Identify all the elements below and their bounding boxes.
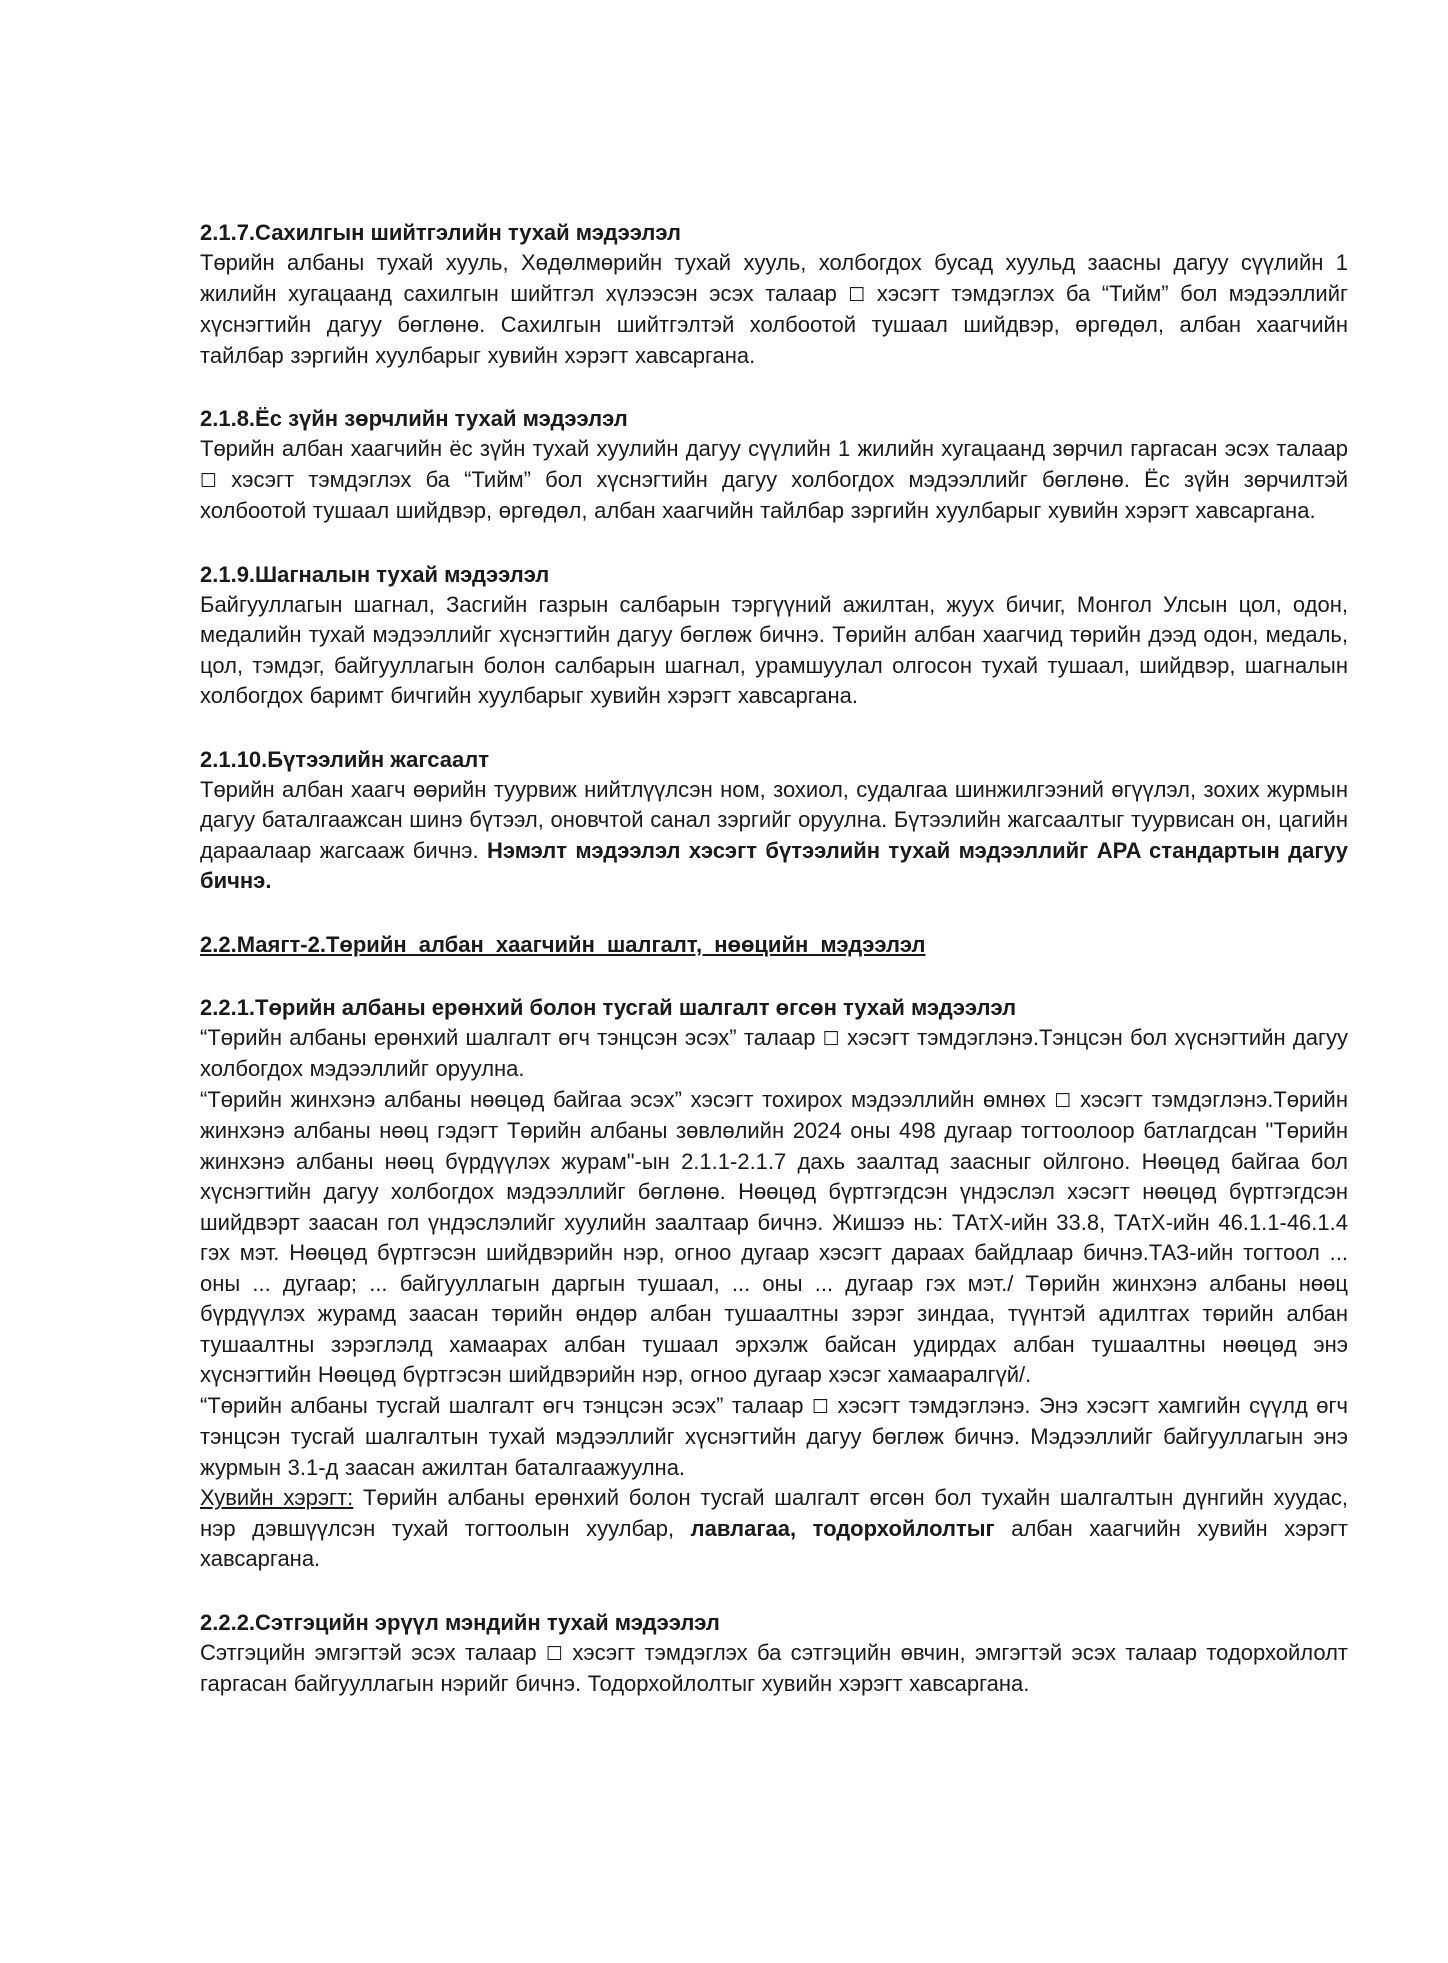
section-heading: 2.1.7.Сахилгын шийтгэлийн тухай мэдээлэл [200,220,681,245]
paragraph-text: “Төрийн албаны тусгай шалгалт өгч тэнцсэн эсэх” талаар [200,1392,812,1418]
checkbox-icon: ☐ [545,1642,564,1665]
checkbox-icon: ☐ [848,283,866,306]
paragraph-text: Төрийн албан хаагчийн ёс зүйн тухай хуулийн дагуу сүүлийн 1 жилийн хугацаанд зөрчил гаргасан эсэх талаар [200,436,1348,461]
checkbox-icon: ☐ [1054,1089,1072,1112]
paragraph-text: “Төрийн жинхэнэ албаны нөөцөд байгаа эсэх” хэсэгт тохирох мэдээллийн өмнөх [200,1086,1055,1112]
section-2-2-1 [200,993,1348,1575]
section-2-1-7 [200,218,1348,371]
paragraph-text: хэсэгт тэмдэглэнэ.Тэнцсэн бол хүснэгтийн дагуу холбогдох мэдээллийг оруулна. [200,1024,1348,1081]
section-paragraph [200,248,1348,371]
paragraph-text: хэсэгт тэмдэглэх ба “Тийм” бол хүснэгтийн дагуу холбогдох мэдээллийг бөглөнө. Ёс зүйн зөрчилтэй холбоотой тушаал шийдвэр, өргөдөл, албан хаагчийн тайлбар зэргийн хуулбарыг хувийн хэрэгт хавсаргана. [200,466,1348,523]
section-title-2-2: 2.2.Маягт-2.Төрийн албан хаагчийн шалгалт, нөөцийн мэдээлэл [200,931,926,957]
section-paragraph [200,1023,1348,1085]
paragraph-text: Сэтгэцийн эмгэгтэй эсэх талаар [200,1639,546,1665]
section-heading: 2.1.10.Бүтээлийн жагсаалт [200,746,489,772]
paragraph-text: хэсэгт тэмдэглэнэ. Энэ хэсэгт хамгийн сүүлд өгч тэнцсэн тусгай шалгалтын тухай мэдээллийг хүснэгтийн дагуу бөглөж бичнэ. Мэдээллийг байгууллагын энэ журмын 3.1-д заасан ажилтан баталгаажуулна. [200,1392,1348,1480]
section-paragraph [200,434,1348,527]
section-heading: 2.1.8.Ёс зүйн зөрчлийн тухай мэдээлэл [200,406,628,431]
section-heading: 2.2.1.Төрийн албаны ерөнхий болон тусгай шалгалт өгсөн тухай мэдээлэл [200,994,1017,1020]
paragraph-text: Төрийн албаны тухай хууль, Хөдөлмөрийн тухай хууль, холбогдох бусад хуульд заасны дагуу сүүлийн 1 жилийн хугацаанд сахилгын шийтгэл хүлээсэн эсэх талаар [200,250,1348,306]
section-heading: 2.1.9.Шагналын тухай мэдээлэл [200,561,550,587]
section-paragraph [200,1638,1348,1700]
paragraph-text: Төрийн албан хаагч өөрийн туурвиж нийтлүүлсэн ном, зохиол, судалгаа шинжилгээний өгүүлэл, зохих журмын дагуу баталгаажсан шинэ бүтээл, оновчтой санал зэргийг оруулна. Бүтээлийн жагсаалтыг туурвисан он, цагийн дараалаар жагсааж бичнэ. [200,776,1348,863]
paragraph-text: Төрийн албаны ерөнхий болон тусгай шалгалт өгсөн бол тухайн шалгалтын дүнгийн хуудас, нэр дэвшүүлсэн тухай тогтоолын хуулбар, [200,1485,1348,1541]
bold-note: лавлагаа, тодорхойлолтыг [690,1515,995,1541]
personal-file-label: Хувийн хэрэгт: [200,1485,354,1510]
paragraph-text: хэсэгт тэмдэглэх ба “Тийм” бол мэдээллийг хүснэгтийн дагуу бөглөнө. Сахилгын шийтгэлтэй холбоотой тушаал шийдвэр, өргөдөл, албан хаагчийн тайлбар зэргийн хуулбарыг хувийн хэрэгт хавсаргана. [200,280,1349,368]
section-2-1-10 [200,745,1348,897]
section-2-1-8 [200,404,1348,527]
section-paragraph: Байгууллагын шагнал, Засгийн газрын салбарын тэргүүний ажилтан, жуух бичиг, Монгол Улсын цол, одон, медалийн тухай мэдээллийг хүснэгтийн дагуу бөглөж бичнэ. Төрийн албан хаагчид төрийн дээд одон, медаль, цол, тэмдэг, байгууллагын болон салбарын шагнал, урамшуулал олгосон тухай тушаал, шийдвэр, шагналын холбогдох баримт бичгийн хуулбарыг хувийн хэрэгт хавсаргана. [200,591,1348,708]
checkbox-icon: ☐ [811,1395,830,1418]
paragraph-text: “Төрийн албаны ерөнхий шалгалт өгч тэнцсэн эсэх” талаар [200,1024,823,1050]
section-paragraph [200,775,1348,897]
section-2-2-2 [200,1608,1348,1700]
paragraph-text: хэсэгт тэмдэглэнэ.Төрийн жинхэнэ албаны нөөц гэдэгт Төрийн албаны зөвлөлийн 2024 оны 498 дугаар тогтоолоор батлагдсан "Төрийн жинхэнэ албаны нөөц бүрдүүлэх журам"-ын 2.1.1-2.1.7 дахь заалтад заасныг ойлгоно. Нөөцөд байгаа бол хүснэгтийн дагуу холбогдох мэдээллийг бөглөнө. Нөөцөд бүртгэгдсэн үндэслэл хэсэгт нөөцөд бүртгэгдсэн шийдвэрт заасан гол үндэслэлийг хуулийн заалтаар бичнэ. Жишээ нь: ТАтХ-ийн 33.8, ТАтХ-ийн 46.1.1-46.1.4 гэх мэт. Нөөцөд бүртгэсэн шийдвэрийн нэр, огноо дугаар хэсэгт дараах байдлаар бичнэ.ТАЗ-ийн тогтоол ... оны ... дугаар; ... байгууллагын даргын тушаал, ... оны ... дугаар гэх мэт./ Төрийн жинхэнэ албаны нөөц бүрдүүлэх журамд заасан төрийн өндөр албан тушаалтны зэрэг зиндаа, түүнтэй адилтгах төрийн албан тушаалтны зэрэглэлд хамаарах албан тушаал эрхэлж байсан удирдах албан тушаалтны нөөцөд энэ хүснэгтийн Нөөцөд бүртгэсэн шийдвэрийн нэр, огноо дугаар хэсэг хамааралгүй/. [200,1086,1348,1387]
paragraph-text: хэсэгт тэмдэглэх ба сэтгэцийн өвчин, эмгэгтэй эсэх талаар тодорхойлолт гаргасан байгууллагын нэрийг бичнэ. Тодорхойлолтыг хувийн хэрэгт хавсаргана. [200,1639,1348,1696]
section-paragraph [200,1391,1348,1484]
checkbox-icon: ☐ [200,469,218,492]
paragraph-text: албан хаагчийн хувийн хэрэгт хавсаргана. [200,1515,1348,1571]
section-paragraph [200,1483,1348,1575]
section-heading: 2.2.2.Сэтгэцийн эрүүл мэндийн тухай мэдээлэл [200,1609,720,1635]
document-body [200,218,1348,1733]
bold-note: Нэмэлт мэдээлэл хэсэгт бүтээлийн тухай мэдээллийг APA стандартын дагуу бичнэ. [200,837,1348,893]
section-paragraph [200,1085,1348,1391]
checkbox-icon: ☐ [822,1027,840,1050]
section-2-1-9 [200,560,1348,712]
